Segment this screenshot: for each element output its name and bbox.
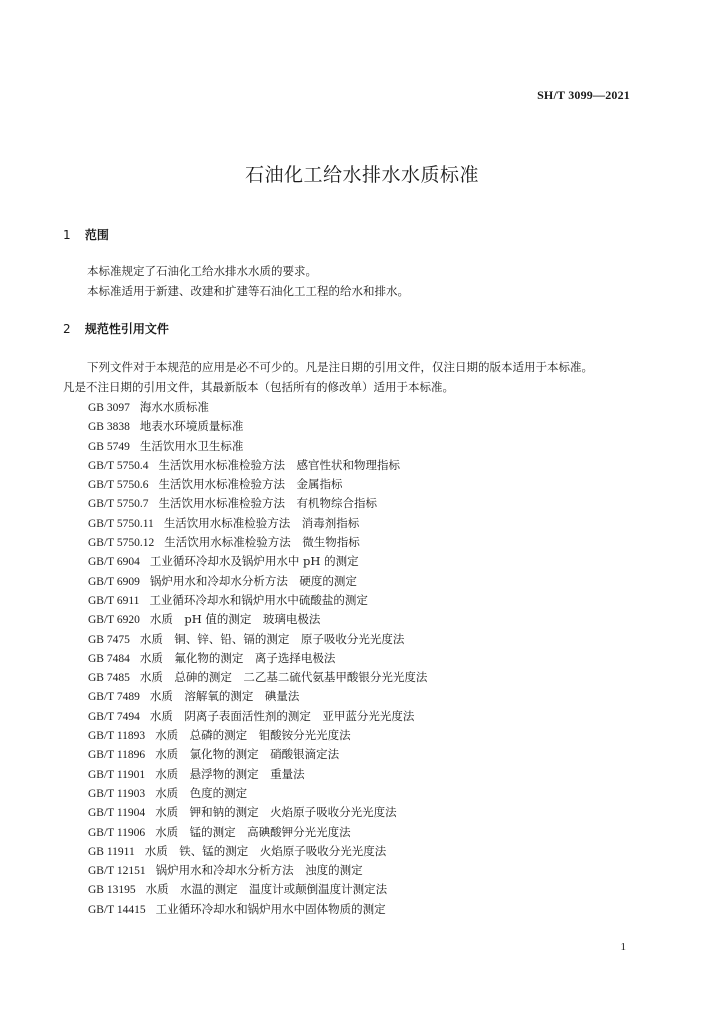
reference-title: 生活饮用水标准检验方法 微生物指标 <box>164 535 360 550</box>
reference-title: 海水水质标准 <box>139 400 209 414</box>
reference-item <box>88 417 427 436</box>
reference-title: 生活饮用水标准检验方法 消毒剂指标 <box>163 515 360 530</box>
reference-code: GB/T 5750.12 <box>88 537 155 550</box>
reference-title: 水质 氟化物的测定 离子选择电极法 <box>139 650 336 665</box>
reference-item <box>88 514 427 533</box>
reference-title: 水质 悬浮物的测定 重量法 <box>155 766 305 781</box>
reference-title: 水质 氯化物的测定 硝酸银滴定法 <box>155 747 340 762</box>
reference-code: GB 7484 <box>88 652 130 665</box>
reference-code: GB/T 6904 <box>88 556 140 569</box>
scope-paragraph-2: 本标准适用于新建、改建和扩建等石油化工工程的给水和排水。 <box>87 283 409 298</box>
reference-item <box>88 398 427 417</box>
reference-title: 水质 总磷的测定 钼酸铵分光光度法 <box>155 728 351 743</box>
reference-title: 工业循环冷却水及锅炉用水中 pH 的测定 <box>149 554 359 569</box>
reference-title: 水质 铜、锌、铅、镉的测定 原子吸收分光光度法 <box>139 631 405 646</box>
section-2-title: 规范性引用文件 <box>84 322 169 336</box>
reference-title: 水质 pH 值的测定 玻璃电极法 <box>149 612 321 627</box>
document-title: 石油化工给水排水水质标准 <box>244 164 479 186</box>
reference-item <box>88 456 427 475</box>
reference-item <box>88 591 427 610</box>
reference-code: GB/T 11901 <box>88 768 146 781</box>
reference-item <box>88 880 427 899</box>
reference-title: 生活饮用水卫生标准 <box>139 438 244 453</box>
reference-code: GB 13195 <box>88 884 136 897</box>
reference-code: GB/T 6911 <box>88 594 140 607</box>
reference-code: GB/T 7489 <box>88 691 140 704</box>
reference-code: GB 3097 <box>88 402 130 414</box>
reference-code: GB/T 5750.6 <box>88 479 149 492</box>
reference-code: GB/T 11903 <box>88 787 146 800</box>
reference-title: 生活饮用水标准检验方法 有机物综合指标 <box>158 496 377 511</box>
reference-title: 水质 阴离子表面活性剂的测定 亚甲蓝分光光度法 <box>149 708 415 723</box>
reference-code: GB/T 11896 <box>88 749 146 762</box>
reference-code: GB 3838 <box>88 421 130 434</box>
reference-item <box>88 842 427 861</box>
reference-title: 地表水环境质量标准 <box>139 419 244 434</box>
reference-item <box>88 630 427 649</box>
reference-code: GB 5749 <box>88 440 130 453</box>
scope-paragraph-1: 本标准规定了石油化工给水排水水质的要求。 <box>87 264 317 278</box>
document-code-header: SH/T 3099—2021 <box>537 88 630 102</box>
normative-intro-line-2: 凡是不注日期的引用文件，其最新版本（包括所有的修改单）适用于本标准。 <box>63 379 454 394</box>
reference-title: 水质 铁、锰的测定 火焰原子吸收分光光度法 <box>144 843 387 858</box>
reference-title: 生活饮用水标准检验方法 金属指标 <box>158 477 343 492</box>
reference-code: GB/T 6920 <box>88 614 140 627</box>
reference-item <box>88 572 427 591</box>
reference-item <box>88 687 427 706</box>
reference-item <box>88 494 427 513</box>
reference-item <box>88 707 427 726</box>
reference-item <box>88 900 427 919</box>
normative-intro-line-1: 下列文件对于本规范的应用是必不可少的。凡是注日期的引用文件，仅注日期的版本适用于本标准。 <box>87 360 593 374</box>
section-1-body <box>63 262 643 301</box>
reference-title: 水质 总砷的测定 二乙基二硫代氨基甲酸银分光光度法 <box>139 670 428 685</box>
reference-code: GB/T 6909 <box>88 575 140 588</box>
reference-item <box>88 823 427 842</box>
reference-item <box>88 552 427 571</box>
reference-item <box>88 861 427 880</box>
reference-code: GB/T 5750.11 <box>88 517 154 530</box>
reference-title: 锅炉用水和冷却水分析方法 硬度的测定 <box>149 573 357 588</box>
section-2-intro <box>63 358 643 397</box>
reference-code: GB 7475 <box>88 633 130 646</box>
reference-item <box>88 437 427 456</box>
reference-code: GB/T 11904 <box>88 807 146 820</box>
reference-code: GB/T 14415 <box>88 903 146 916</box>
reference-item <box>88 745 427 764</box>
reference-item <box>88 475 427 494</box>
reference-item <box>88 649 427 668</box>
reference-code: GB/T 12151 <box>88 865 146 878</box>
reference-item <box>88 668 427 687</box>
section-2-heading <box>63 320 169 337</box>
reference-item <box>88 784 427 803</box>
reference-title: 水质 水温的测定 温度计或颠倒温度计测定法 <box>145 882 388 897</box>
reference-title: 水质 色度的测定 <box>155 785 248 800</box>
reference-code: GB/T 11906 <box>88 826 146 839</box>
section-1-title: 范围 <box>84 228 109 242</box>
reference-title: 水质 钾和钠的测定 火焰原子吸收分光光度法 <box>155 805 397 820</box>
reference-code: GB 7485 <box>88 672 130 685</box>
reference-code: GB/T 5750.7 <box>88 498 149 511</box>
reference-title: 生活饮用水标准检验方法 感官性状和物理指标 <box>158 457 400 472</box>
reference-title: 工业循环冷却水和锅炉用水中硫酸盐的测定 <box>149 592 368 607</box>
page-number: 1 <box>620 941 626 953</box>
section-2-number: 2 <box>63 322 71 336</box>
reference-code: GB/T 5750.4 <box>88 459 149 472</box>
reference-item <box>88 803 427 822</box>
reference-code: GB/T 11893 <box>88 730 146 743</box>
reference-title: 水质 溶解氧的测定 碘量法 <box>149 689 300 704</box>
reference-item <box>88 765 427 784</box>
reference-code: GB 11911 <box>88 845 135 858</box>
reference-title: 工业循环冷却水和锅炉用水中固体物质的测定 <box>155 901 386 916</box>
section-1-number: 1 <box>63 228 71 242</box>
section-1-heading <box>63 226 109 243</box>
reference-item <box>88 610 427 629</box>
reference-list <box>88 398 427 919</box>
reference-title: 锅炉用水和冷却水分析方法 浊度的测定 <box>155 863 363 878</box>
reference-item <box>88 533 427 552</box>
reference-title: 水质 锰的测定 高碘酸钾分光光度法 <box>155 824 351 839</box>
reference-code: GB/T 7494 <box>88 710 140 723</box>
reference-item <box>88 726 427 745</box>
